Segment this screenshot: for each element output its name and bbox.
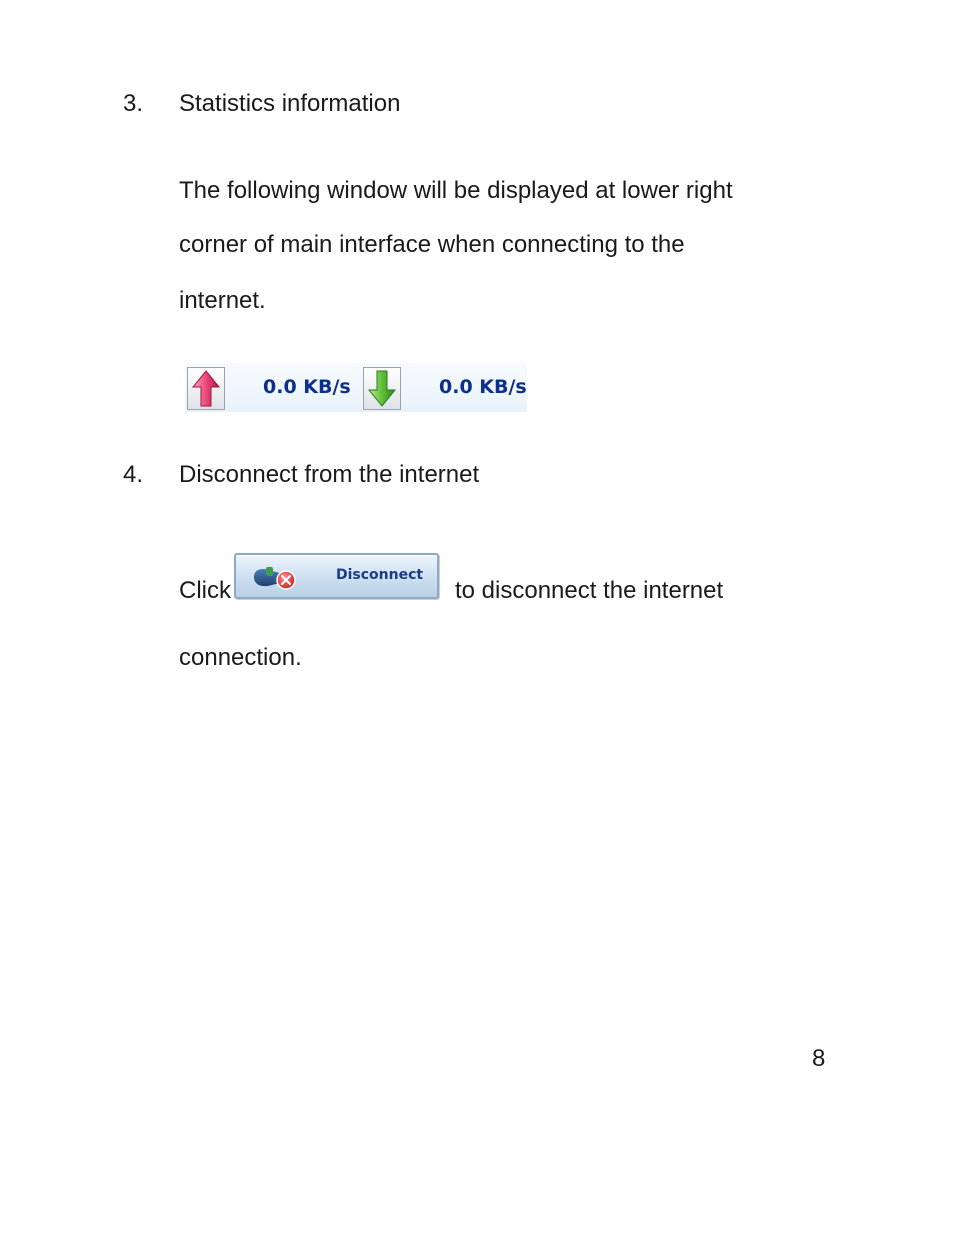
statistics-window [185, 363, 527, 412]
upload-arrow-icon [187, 367, 225, 410]
section-3-body-line-1: The following window will be displayed at lower right [179, 177, 733, 204]
disconnect-button[interactable] [234, 553, 439, 599]
disconnect-button-label: Disconnect [336, 567, 424, 583]
click-prefix: Click [179, 577, 231, 604]
page-number: 8 [812, 1045, 826, 1072]
section-4-heading: Disconnect from the internet [179, 461, 480, 488]
section-4-number: 4. [123, 461, 144, 488]
disconnect-icon [250, 563, 300, 596]
section-3-number: 3. [123, 90, 144, 117]
section-4-continuation: connection. [179, 644, 302, 671]
download-arrow-icon [363, 367, 401, 410]
upload-rate: 0.0 KB/s [263, 376, 351, 398]
download-rate: 0.0 KB/s [439, 376, 527, 398]
click-suffix: to disconnect the internet [455, 577, 724, 604]
section-3-body-line-3: internet. [179, 287, 266, 314]
section-3-body-line-2: corner of main interface when connecting to the [179, 231, 685, 258]
section-3-heading: Statistics information [179, 90, 401, 117]
